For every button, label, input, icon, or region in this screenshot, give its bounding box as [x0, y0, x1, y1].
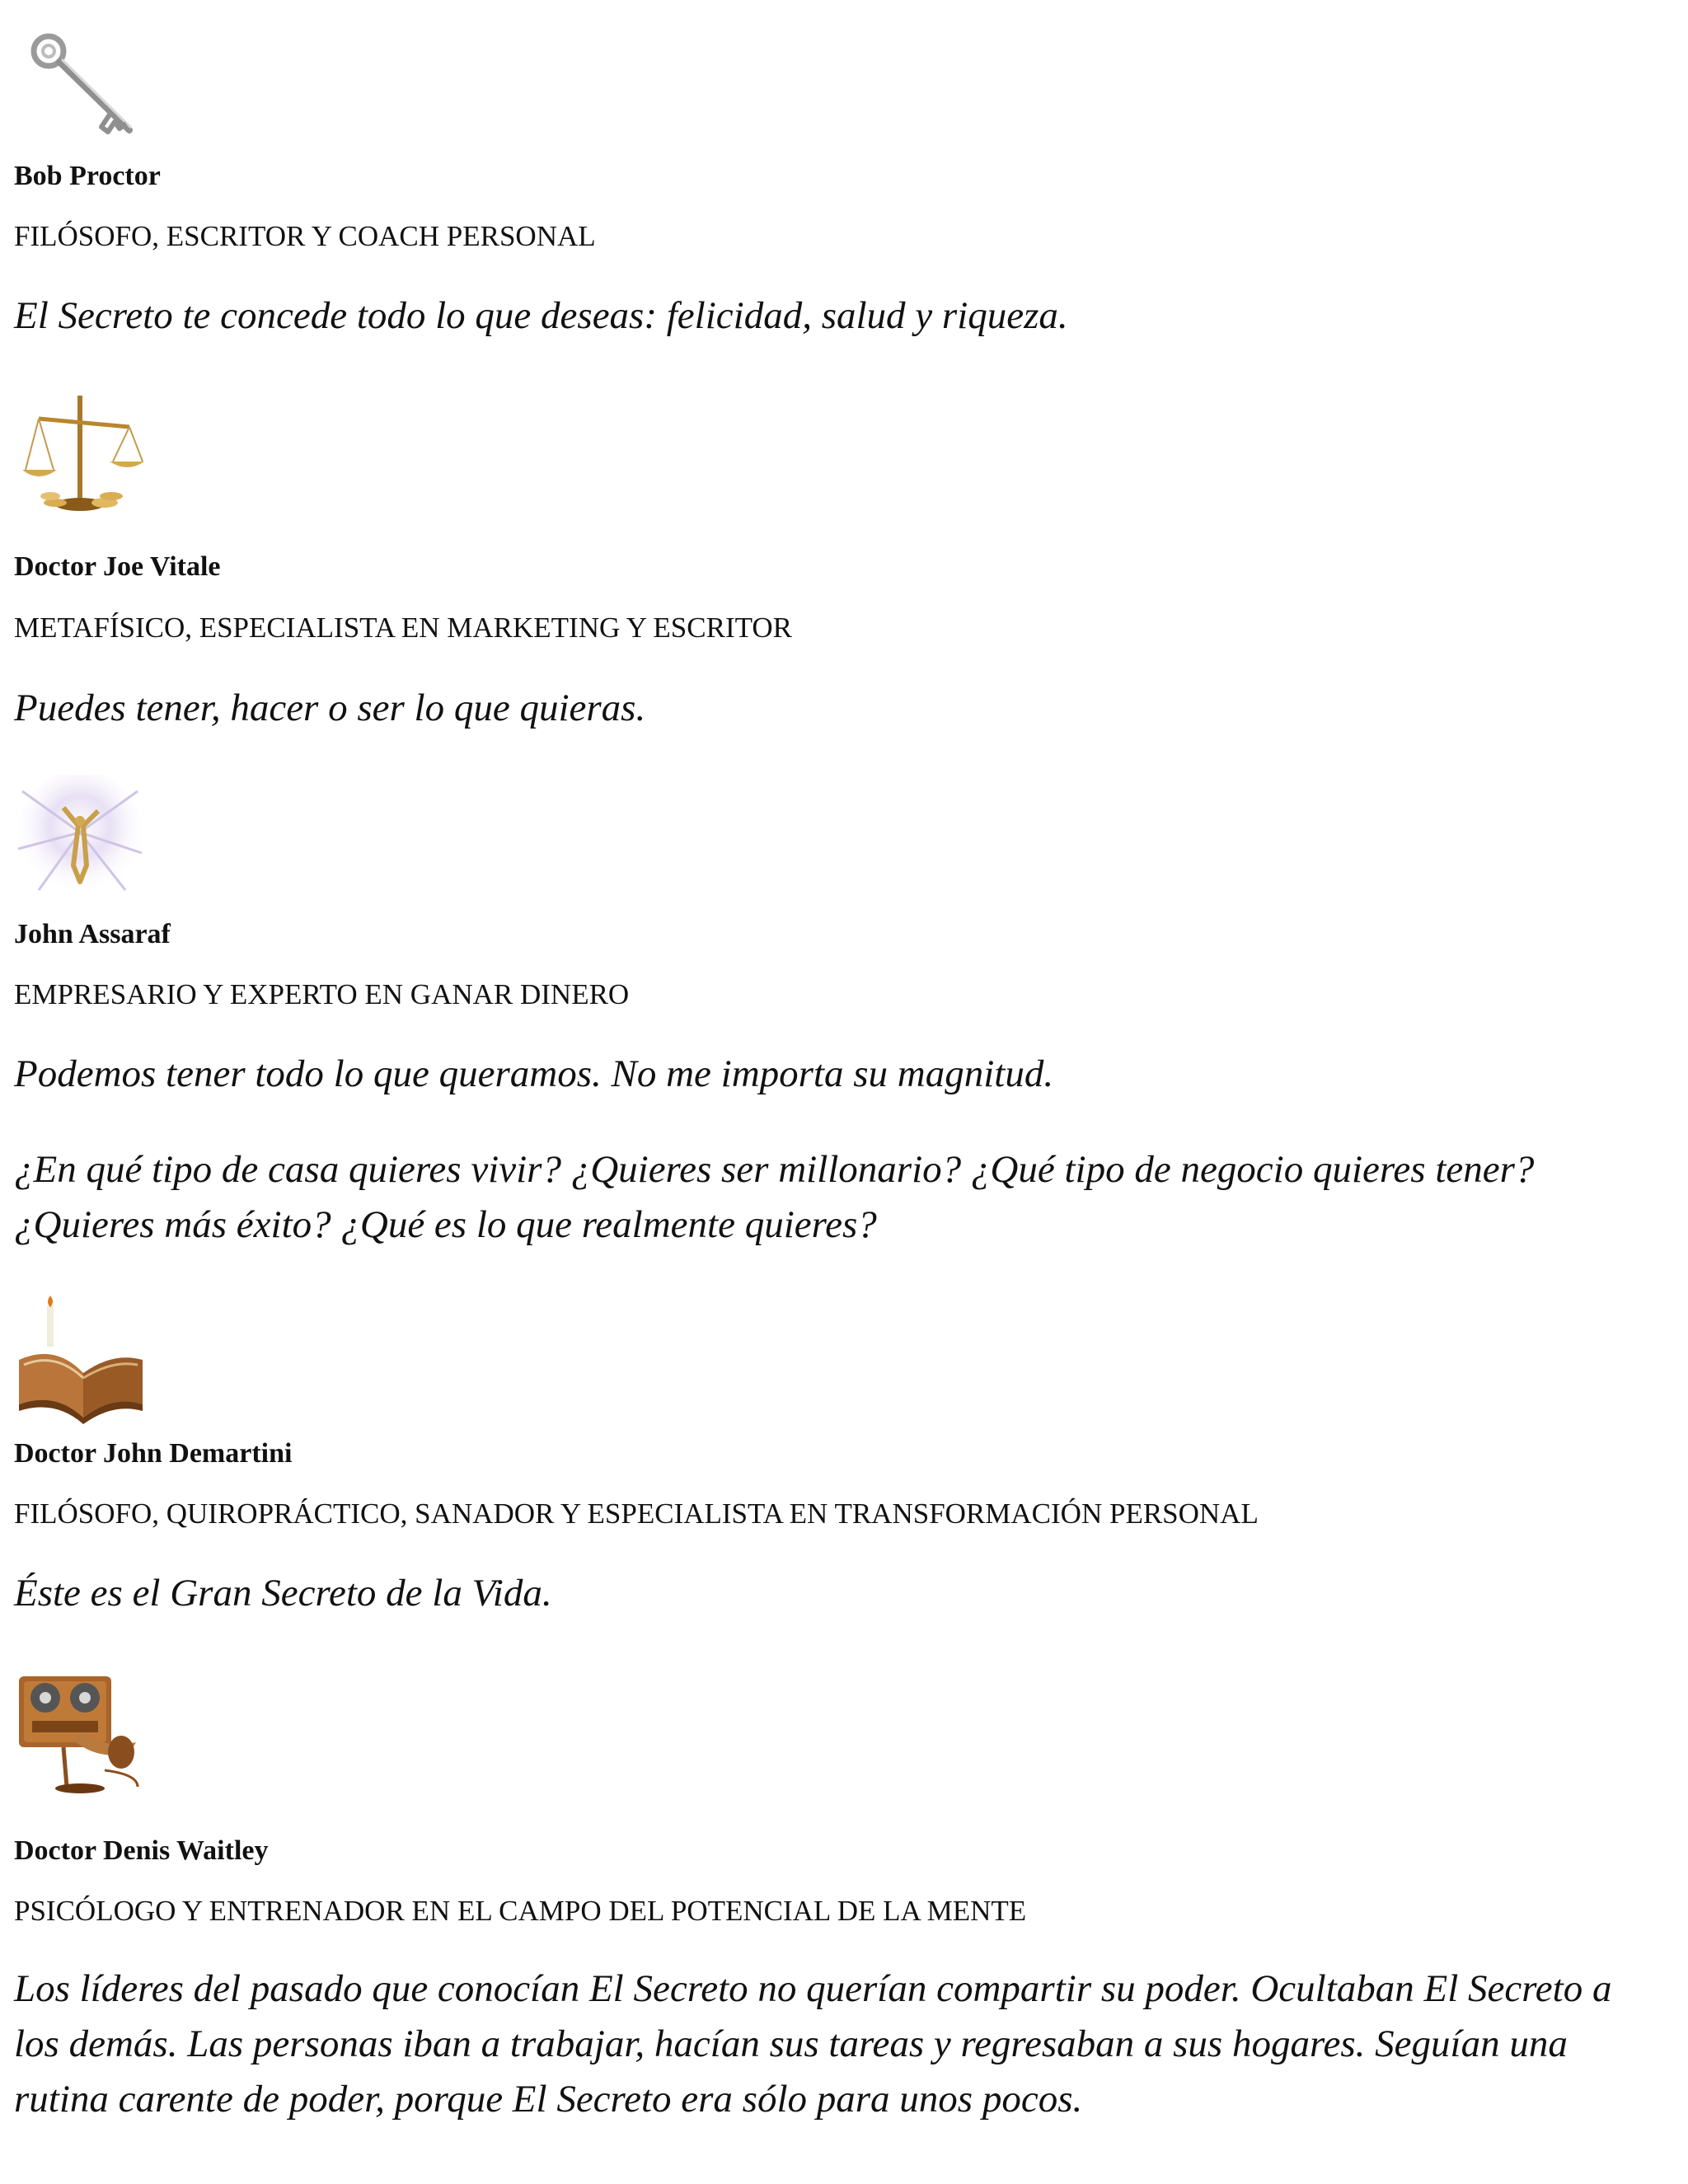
- quote-text: El Secreto te concede todo lo que deseas: felicidad, salud y riqueza.: [14, 294, 1068, 337]
- person-name: Bob Proctor: [14, 161, 161, 191]
- quote-text: Puedes tener, hacer o ser lo que quieras.: [14, 687, 646, 729]
- open-book-candle-icon: [14, 1294, 146, 1426]
- scales-with-coins-icon: [14, 387, 146, 519]
- quote-text: ¿En qué tipo de casa quieres vivir? ¿Quieres ser millonario? ¿Qué tipo de negocio quieres tener? ¿Quieres más éxito? ¿Qué es lo que realmente quieres?: [14, 1148, 1535, 1246]
- radiant-figure-icon: [14, 775, 146, 907]
- person-name: Doctor Denis Waitley: [14, 1835, 269, 1866]
- quote-text: Podemos tener todo lo que queramos. No me importa su magnitud.: [14, 1052, 1054, 1095]
- person-name: John Assaraf: [14, 919, 171, 949]
- person-role: FILÓSOFO, QUIROPRÁCTICO, SANADOR Y ESPECIALISTA EN TRANSFORMACIÓN PERSONAL: [14, 1497, 1259, 1530]
- quote-text: Éste es el Gran Secreto de la Vida.: [14, 1572, 552, 1615]
- person-role: EMPRESARIO Y EXPERTO EN GANAR DINERO: [14, 978, 630, 1010]
- person-name: Doctor Joe Vitale: [14, 551, 221, 582]
- person-role: PSICÓLOGO Y ENTRENADOR EN EL CAMPO DEL POTENCIAL DE LA MENTE: [14, 1895, 1027, 1927]
- person-name: Doctor John Demartini: [14, 1438, 293, 1469]
- quote-text: Los líderes del pasado que conocían El Secreto no querían compartir su poder. Ocultaban El Secreto a los demás. Las personas iban a trabajar, hacían sus tareas y regresaban a sus hogares. Seguían una rutina carente de poder, porque El Secreto era sólo para unos pocos.: [14, 1967, 1612, 2121]
- person-role: METAFÍSICO, ESPECIALISTA EN MARKETING Y ESCRITOR: [14, 612, 792, 644]
- tape-recorder-icon: [14, 1663, 146, 1795]
- person-role: FILÓSOFO, ESCRITOR Y COACH PERSONAL: [14, 220, 596, 252]
- key-icon: [14, 25, 146, 157]
